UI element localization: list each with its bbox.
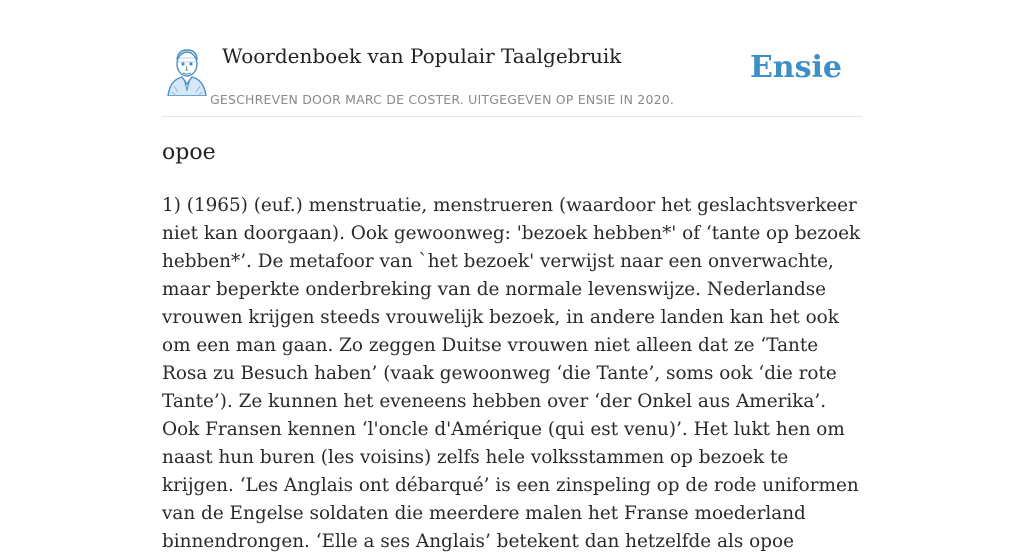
dictionary-header xyxy=(162,0,862,117)
dictionary-byline: GESCHREVEN DOOR MARC DE COSTER. UITGEGEVEN OP ENSIE IN 2020. xyxy=(210,92,675,107)
entry-definition: 1) (1965) (euf.) menstruatie, menstrueren (waardoor het geslachtsverkeer niet kan doorgaan). Ook gewoonweg: 'bezoek hebben*' of ‘tante op bezoek hebben*’. De metafoor van `het bezoek' verwijst naar een onverwachte, maar beperkte onderbreking van de normale levenswijze. Nederlandse vrouwen krijgen steeds vrouwelijk bezoek, in andere landen kan het ook om een man gaan. Zo zeggen Duitse vrouwen niet alleen dat ze ‘Tante Rosa zu Besuch haben’ (vaak gewoonweg ‘die Tante’, soms ook ‘die rote Tante’). Ze kunnen het eveneens hebben over ‘der Onkel aus Amerika’. Ook Fransen kennen ‘l'oncle d'Amérique (qui est venu)’. Het lukt hen om naast hun buren (les voisins) zelfs hele volksstammen op bezoek te krijgen. ‘Les Anglais ont débarqué’ is een zinspeling op de rode uniformen van de Engelse soldaten die meerdere malen het Franse moederland binnendrongen. ‘Elle a ses Anglais’ betekent dan hetzelfde als opoe xyxy=(162,195,861,552)
ensie-logo[interactable]: Ensie xyxy=(749,50,842,85)
entry-term: opoe xyxy=(162,140,216,165)
dictionary-title[interactable]: Woordenboek van Populair Taalgebruik xyxy=(222,44,622,68)
author-portrait-icon xyxy=(164,46,210,96)
page-container xyxy=(162,0,862,552)
